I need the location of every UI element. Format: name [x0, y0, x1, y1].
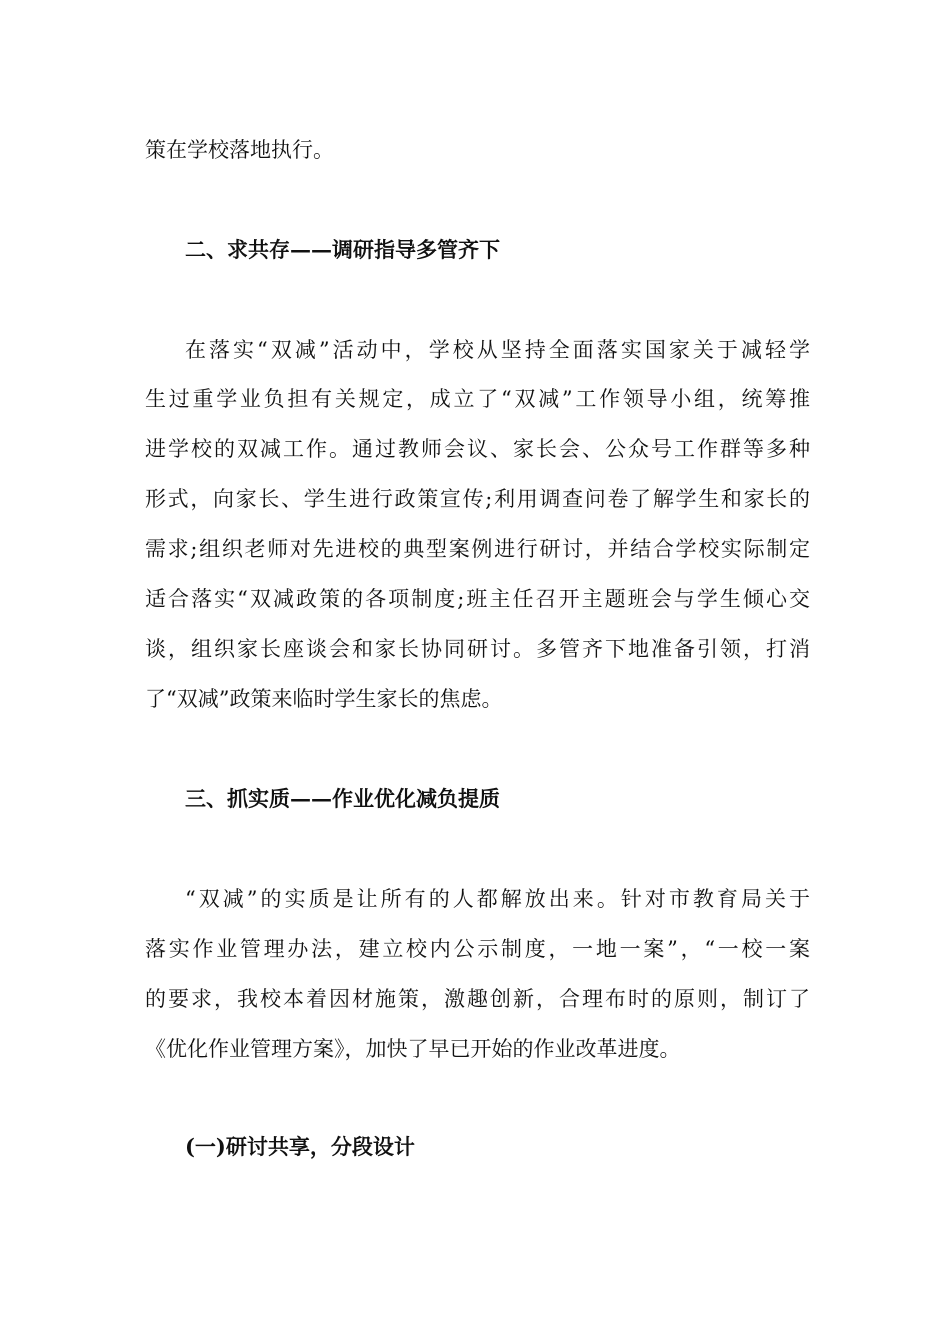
- paragraph-line: 了“双减”政策来临时学生家长的焦虑。: [145, 687, 503, 711]
- paragraph-line: 适合落实“双减政策的各项制度;班主任召开主题班会与学生倾心交: [145, 587, 810, 611]
- paragraph-line: 需求;组织老师对先进校的典型案例进行研讨，并结合学校实际制定: [145, 537, 810, 561]
- paragraph-line: 策在学校落地执行。: [145, 138, 334, 162]
- paragraph-line: 进学校的双减工作。通过教师会议、家长会、公众号工作群等多种: [145, 437, 810, 461]
- paragraph-line: “双减”的实质是让所有的人都解放出来。针对市教育局关于: [185, 887, 810, 911]
- section-heading-2: 二、求共存——调研指导多管齐下: [185, 237, 500, 262]
- paragraph-line: 形式，向家长、学生进行政策宣传;利用调查问卷了解学生和家长的: [145, 487, 810, 511]
- paragraph-line: 《优化作业管理方案》，加快了早已开始的作业改革进度。: [145, 1037, 681, 1061]
- paragraph-line: 在落实“双减”活动中，学校从坚持全面落实国家关于减轻学: [185, 338, 810, 362]
- paragraph-line: 谈，组织家长座谈会和家长协同研讨。多管齐下地准备引领，打消: [145, 637, 810, 661]
- paragraph-line: 的要求，我校本着因材施策，激趣创新，合理布时的原则，制订了: [145, 987, 810, 1011]
- subsection-heading: (一)研讨共享，分段设计: [185, 1134, 415, 1159]
- paragraph-line: 生过重学业负担有关规定，成立了“双减”工作领导小组，统筹推: [145, 387, 810, 411]
- section-heading-3: 三、抓实质——作业优化减负提质: [185, 786, 500, 811]
- paragraph-line: 落实作业管理办法，建立校内公示制度，一地一案”，“一校一案: [145, 937, 810, 961]
